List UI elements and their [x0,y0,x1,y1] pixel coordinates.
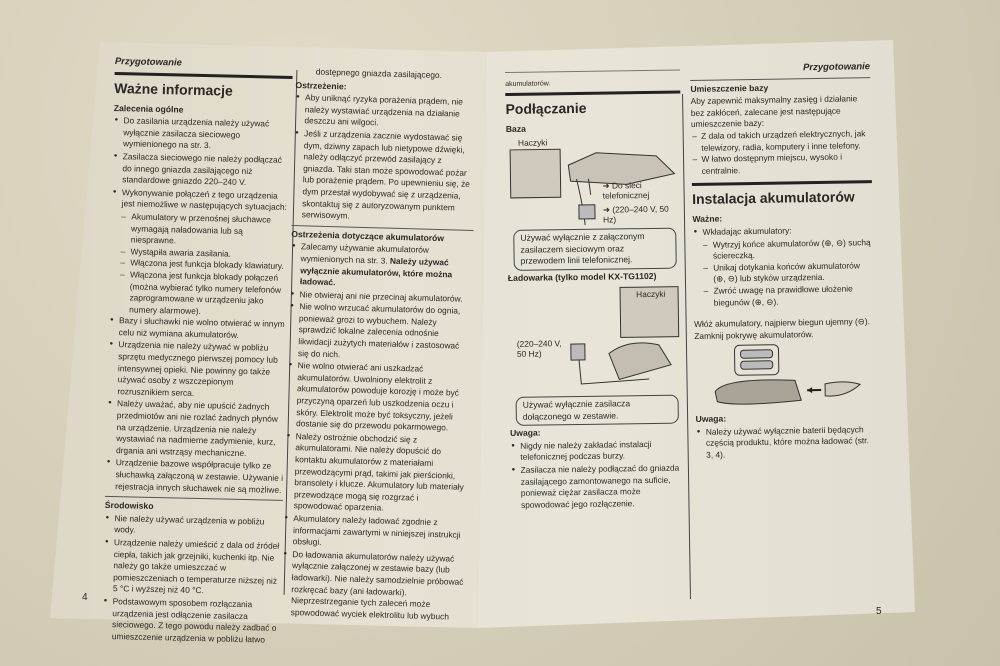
hook-detail-inset [510,149,561,198]
list-item: ● Nie wolno otwierać ani uszkadzać akumulatorów. Uwolniony elektrolit z akumulatorów powoduje korozję i może być przyczyną oparzeń lub uszkodzenia oczu i skóry. Elektrolit może być toksyczny, jeżeli dostanie się do przewodu pokarmowego. [286,360,470,435]
list-item: ● Akumulatory należy ładować zgodnie z informacjami zawartymi w niniejszej instrukcji obsługi. [283,513,466,553]
paragraph: Aby zapewnić maksymalny zasięg i działanie bez zakłóceń, zalecane jest następujące umieszczenie bazy: [690,93,858,130]
label: (220–240 V, 50 Hz) [603,203,669,225]
adapter [571,344,585,360]
section-title: Podłączanie [505,99,587,117]
list-item: ● Podstawowym sposobem rozłączania urządzenia jest odłączenie zasilacza sieciowego. Z tego powodu należy zadbać o umieszczenie urządzenia w pobliżu łatwo [102,596,281,646]
list-subitem: – Wytrzyj końce akumulatorów (⊕, ⊖) suchą ściereczką. [693,237,873,263]
hooks-label: Haczyki [636,289,666,300]
section-title: Ważne informacje [114,79,233,99]
subheading: Ładowarka (tylko model KX-TG1102) [507,270,657,283]
list-subitem: – Z dala od takich urządzeń elektrycznych, jak telewizory, radia, komputery i inne telefony. [691,128,871,154]
list-item: ● Do zasilania urządzenia należy używać wyłącznie zasilacza sieciowego wymienionego na str. 3. [113,115,292,154]
list-subitem: – Wystąpiła awaria zasilania. [110,246,288,262]
callout: Używać wyłącznie z załączonym zasilaczem sieciowym oraz przewodem linii telefonicznej. [513,228,677,271]
text: Zalecamy używanie akumulatorów wymienionych na str. 3. [300,241,430,266]
page-number: 5 [876,606,882,617]
divider [690,77,870,81]
divider [115,72,293,79]
list-item [290,241,473,292]
list-item: ● Zasilacza sieciowego nie należy podłączać do innego gniazda zasilającego niż standardowe gniazdo 220–240 V. [112,151,291,190]
list-item: ● Urządzenie bazowe współpracuje tylko ze słuchawką załączoną w zestawie. Używanie i rejestracja innych słuchawek nie są możliwe. [105,457,284,496]
paragraph: Włóż akumulatory, najpierw biegun ujemny (⊖). Zamknij pokrywę akumulatorów. [694,316,870,341]
list-item: ● Aby uniknąć ryzyka porażenia prądem, nie należy wystawiać urządzenia na działanie deszczu ani wilgoci. [294,92,477,132]
page-number: 4 [82,592,88,603]
section-title: Instalacja akumulatorów [692,188,855,208]
subheading: Umieszczenie bazy [690,82,769,94]
list-item: ● Urządzenie należy umieścić z dala od źródeł ciepła, takich jak grzejniki, kuchenki itp. Nie należy go także umieszczać w pomieszczeniach o temperaturze niższej niż 5 °C i wyższej niż 40 °C. [103,537,282,599]
divider [692,181,872,187]
list-item: ● Nie wolno wrzucać akumulatorów do ognia, ponieważ grozi to wybuchem. Należy sprawdzić lokalne zalecenia odnośnie likwidacji zużytych materiałów i zastosować się do nich. [288,301,472,364]
subheading: Ostrzeżenia dotyczące akumulatorów [291,228,445,243]
list-item: ● Wykonywanie połączeń z tego urządzenia jest niemożliwe w następujących sytuacjach: [112,187,290,214]
left-column-2 [281,66,478,624]
subheading: Zalecenia ogólne [113,102,184,115]
subheading: Uwaga: [509,427,541,439]
bold-text: Należy używać wyłącznie akumulatorów, które można ładować. [299,255,453,288]
list-item: ● Nie otwieraj ani nie przecinaj akumulatorów. [289,289,471,306]
adapter [579,205,595,219]
list-subitem: – Włączona jest funkcja blokady połączeń (można wybierać tylko numery telefonów zaprogramowane w urządzeniu jako numery alarmowe). [109,269,288,319]
list-item: ● Nigdy nie należy zakładać instalacji telefonicznej podczas burzy. [510,438,685,464]
power-label: ➜ (220–240 V, 50 Hz) [602,203,669,225]
page-header: Przygotowanie [802,61,871,74]
list-item: ● Jeśli z urządzenia zacznie wydostawać się dym, dziwny zapach lub nietypowe dźwięki, należy odłączyć przewód zasilający z gniazda. Taki stan może spowodować pożar lub porażenie prądem. Po upewnieniu się, że dym przestał wydobywać się z urządzenia, skontaktuj się z autoryzowanym punktem serwisowym. [292,128,477,226]
phone-line-label: ➜ Do sieci telefonicznej [602,180,650,201]
subheading: Baza [505,123,526,134]
list-subitem: – Unikaj dotykania końców akumulatorów (⊕, ⊖) lub styków urządzenia. [693,260,873,286]
list-subitem: – W łatwo dostępnym miejscu, wysoko i centralnie. [691,151,871,177]
list-item: ● Należy ostrożnie obchodzić się z akumulatorami. Nie należy dopuścić do kontaktu akumulatorów z materiałami przewodzącymi prąd, takimi jak pierścionki, bransolety i klucze. Akumulatory lub materiały przewodzące mogą się rozgrzać i spowodować oparzenia. [284,431,468,517]
base-diagram [506,134,682,228]
list-subitem: – Włączona jest funkcja blokady klawiatury. [110,257,288,273]
battery-cover [825,382,860,397]
list-item: ● Bazy i słuchawki nie wolno otwierać w innym celu niż wymiana akumulatorów. [109,315,287,342]
list-item: ● Do ładowania akumulatorów należy używać wyłącznie załączonej w zestawie bazy (lub ładowarki). Nie należy samodzielnie próbować rozkręcać bazy (ani ładowarki). Nieprzestrzeganie tych zaleceń może spowodować wyciek elektrolitu lub wybuch [281,549,465,624]
list-subitem: – Zwróć uwagę na prawidłowe ułożenie biegunów (⊕, ⊖). [693,283,873,309]
hooks-label: Haczyki [517,137,548,149]
list-item: ● Należy uważać, aby nie upuścić żadnych przedmiotów ani nie rozlać żadnych płynów na urządzenie. Urządzenia nie należy wystawiać na nadmierne zadymienie, kurz, drgania ani wstrząsy mechaniczne. [106,398,285,460]
right-column-2 [690,61,876,462]
continued-text: dostępnego gniazda zasilającego. [315,66,443,81]
charger-diagram [508,283,685,395]
subheading: Ważne: [692,213,723,225]
list-item: ● Wkładając akumulatory: [693,224,873,238]
handset [715,380,801,405]
callout: Używać wyłącznie zasilacza dołączonego w zestawie. [516,395,679,426]
list-item: ● Urządzenia nie należy używać w pobliżu sprzętu medycznego pierwszej pomocy lub intensywnej opieki. Nie powinny go także używać osoby z wszczepionym rozrusznikiem serca. [107,339,286,401]
power-label: (220–240 V, 50 Hz) [516,338,562,360]
left-column-1 [102,56,293,647]
battery-detail-inset [734,345,778,376]
divider [505,90,680,95]
subheading: Środowisko [104,500,154,512]
page-header: Przygotowanie [114,56,183,69]
subheading: Uwaga: [695,413,727,425]
list-subitem: – Akumulatory w przenośnej słuchawce wymagają naładowania lub są niesprawne. [111,211,290,250]
subheading: Ostrzeżenie: [295,79,347,92]
charger-unit [609,343,671,380]
label: Do sieci telefonicznej [602,180,650,201]
right-column-1 [505,70,686,513]
list-item: ● Nie należy używać urządzenia w pobliżu wody. [104,513,282,540]
list-item: ● Zasilacza nie należy podłączać do gniazda zasilającego zamontowanego na suficie, ponieważ ciężar zasilacza może spowodować jego rozłączenie. [510,463,686,512]
continued-text: akumulatorów. [505,70,680,91]
list-item: ● Należy używać wyłącznie baterii będących częścią produktu, które można ładować (str. 3, 4). [696,424,877,462]
battery-insertion-illustration [694,339,875,412]
